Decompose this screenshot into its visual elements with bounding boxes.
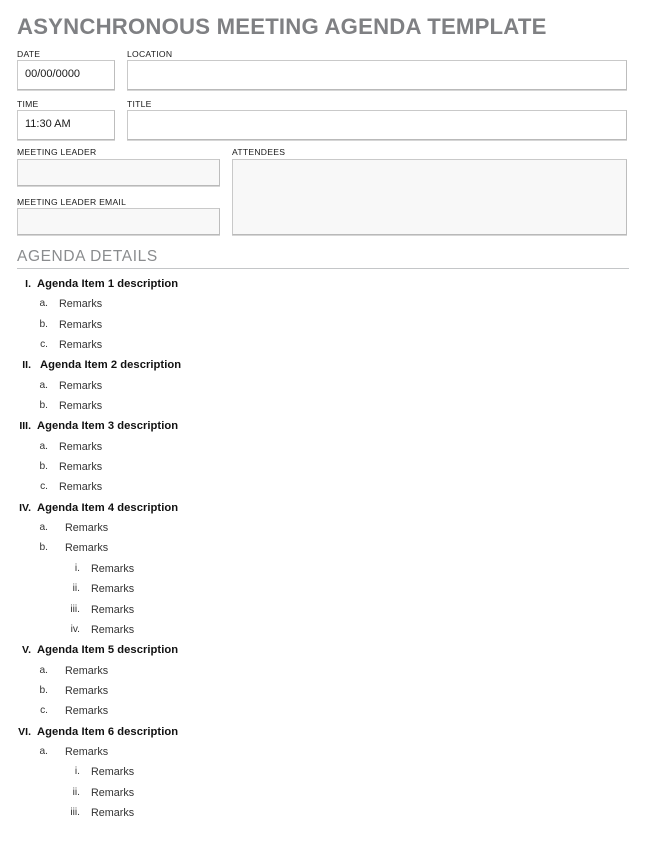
agenda-row xyxy=(0,278,647,298)
agenda-row-text: Remarks xyxy=(65,705,109,718)
agenda-row-marker: ii. xyxy=(72,786,80,798)
agenda-row-marker: ii. xyxy=(72,583,80,595)
agenda-row-marker: i. xyxy=(74,562,80,574)
agenda-row-text: Remarks xyxy=(91,603,135,616)
agenda-row-text: Remarks xyxy=(91,583,135,596)
agenda-row-text: Remarks xyxy=(59,379,103,392)
agenda-row xyxy=(0,705,647,725)
agenda-row xyxy=(0,502,647,522)
agenda-row xyxy=(0,746,647,766)
agenda-row-text: Agenda Item 3 description xyxy=(37,420,179,433)
agenda-row-text: Agenda Item 1 description xyxy=(37,278,179,290)
attendees-field[interactable] xyxy=(232,159,627,235)
agenda-details-heading: AGENDA DETAILS xyxy=(17,248,158,265)
time-value: 11:30 AM xyxy=(25,118,71,130)
agenda-row-marker: iv. xyxy=(70,623,80,635)
agenda-row-text: Remarks xyxy=(59,461,103,474)
agenda-row-text: Remarks xyxy=(91,623,135,636)
agenda-row xyxy=(0,542,647,562)
agenda-row-marker: a. xyxy=(39,440,48,452)
agenda-row xyxy=(0,766,647,786)
agenda-row-marker: c. xyxy=(40,339,48,351)
agenda-row xyxy=(0,298,647,318)
meeting-leader-field[interactable] xyxy=(17,159,220,186)
agenda-row xyxy=(0,441,647,461)
agenda-row xyxy=(0,380,647,400)
page-title: ASYNCHRONOUS MEETING AGENDA TEMPLATE xyxy=(17,14,547,39)
agenda-row-marker: iii. xyxy=(70,806,80,818)
agenda-row-marker: II. xyxy=(22,359,31,372)
meeting-leader-email-label: MEETING LEADER EMAIL xyxy=(17,197,127,207)
agenda-row-marker: b. xyxy=(39,542,48,554)
agenda-row-text: Remarks xyxy=(91,562,135,575)
agenda-row-marker: a. xyxy=(39,522,48,534)
time-label: TIME xyxy=(17,99,39,109)
agenda-row xyxy=(0,400,647,420)
title-field[interactable] xyxy=(127,110,627,140)
agenda-row-text: Agenda Item 5 description xyxy=(37,644,179,657)
agenda-row xyxy=(0,583,647,603)
agenda-row xyxy=(0,624,647,644)
agenda-row-marker: b. xyxy=(39,400,48,412)
meeting-leader-label: MEETING LEADER xyxy=(17,147,97,157)
agenda-row-marker: IV. xyxy=(19,501,31,514)
date-label: DATE xyxy=(17,49,41,59)
agenda-list xyxy=(0,278,647,827)
agenda-row-text: Agenda Item 6 description xyxy=(37,725,179,738)
agenda-row-text: Remarks xyxy=(65,664,109,677)
meeting-leader-email-field[interactable] xyxy=(17,208,220,235)
agenda-row-marker: c. xyxy=(40,705,48,717)
agenda-row xyxy=(0,420,647,440)
agenda-row xyxy=(0,339,647,359)
agenda-row xyxy=(0,604,647,624)
agenda-row-text: Remarks xyxy=(65,745,109,758)
agenda-row-marker: a. xyxy=(39,298,48,310)
agenda-row-marker: I. xyxy=(25,278,31,290)
agenda-row-marker: a. xyxy=(39,745,48,757)
agenda-row-text: Agenda Item 2 description xyxy=(40,359,182,372)
agenda-row-marker: III. xyxy=(19,420,31,433)
agenda-row xyxy=(0,522,647,542)
agenda-row-text: Remarks xyxy=(65,542,109,555)
location-field[interactable] xyxy=(127,60,627,90)
agenda-row-text: Remarks xyxy=(65,684,109,697)
agenda-row-marker: a. xyxy=(39,379,48,391)
agenda-row-text: Remarks xyxy=(59,400,103,413)
date-value: 00/00/0000 xyxy=(25,68,81,80)
agenda-row-text: Remarks xyxy=(59,440,103,453)
agenda-row xyxy=(0,685,647,705)
agenda-row-marker: c. xyxy=(40,481,48,493)
agenda-row-text: Remarks xyxy=(65,522,109,535)
agenda-row xyxy=(0,563,647,583)
agenda-row-text: Remarks xyxy=(59,298,103,311)
agenda-row-text: Remarks xyxy=(59,339,103,352)
location-label: LOCATION xyxy=(127,49,173,59)
agenda-row xyxy=(0,644,647,664)
agenda-row-marker: i. xyxy=(74,766,80,778)
agenda-row xyxy=(0,807,647,827)
agenda-row-text: Remarks xyxy=(59,481,103,494)
agenda-row-text: Remarks xyxy=(91,766,135,779)
agenda-row-text: Remarks xyxy=(91,786,135,799)
attendees-label: ATTENDEES xyxy=(232,147,286,157)
agenda-row-marker: V. xyxy=(22,644,31,657)
agenda-row-marker: b. xyxy=(39,461,48,473)
agenda-row xyxy=(0,319,647,339)
agenda-row xyxy=(0,359,647,379)
agenda-row-text: Agenda Item 4 description xyxy=(37,501,179,514)
agenda-row xyxy=(0,726,647,746)
agenda-row xyxy=(0,787,647,807)
agenda-row-marker: b. xyxy=(39,318,48,330)
agenda-row xyxy=(0,665,647,685)
section-divider xyxy=(17,268,629,269)
agenda-row-text: Remarks xyxy=(59,318,103,331)
agenda-row-marker: iii. xyxy=(70,603,80,615)
agenda-row xyxy=(0,481,647,501)
agenda-row xyxy=(0,461,647,481)
agenda-row-text: Remarks xyxy=(91,806,135,819)
title-label: TITLE xyxy=(127,99,152,109)
agenda-row-marker: a. xyxy=(39,664,48,676)
agenda-row-marker: VI. xyxy=(18,725,31,738)
agenda-row-marker: b. xyxy=(39,684,48,696)
